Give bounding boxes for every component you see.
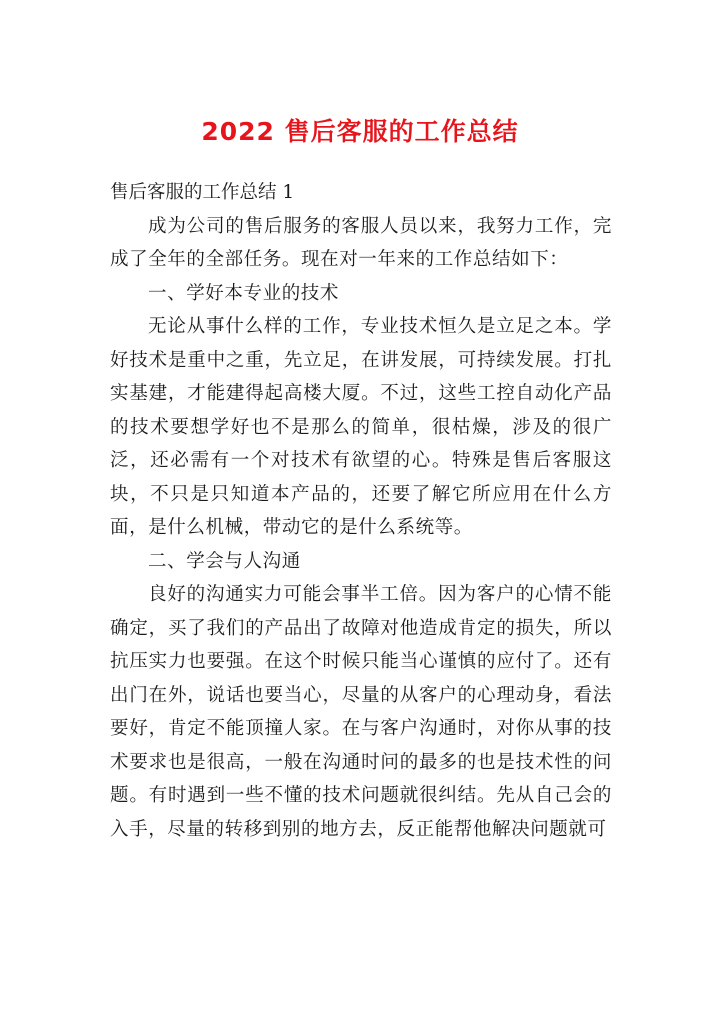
intro-paragraph: 成为公司的售后服务的客服人员以来，我努力工作，完成了全年的全部任务。现在对一年来的工作总结如下： [110, 215, 612, 270]
body-paragraph-1: 无论从事什么样的工作，专业技术恒久是立足之本。学好技术是重中之重，先立足，在讲发展，可持续发展。打扎实基建，才能建得起高楼大厦。不过，这些工控自动化产品的技术要想学好也不是那么的简单，很枯燥，涉及的很广泛，还必需有一个对技术有欲望的心。特殊是售后客服这块，不只是只知道本产品的，还要了解它所应用在什么方面，是什么机械，带动它的是什么系统等。 [110, 316, 612, 538]
section-subtitle: 售后客服的工作总结 1 [110, 182, 295, 203]
document-body [110, 176, 612, 846]
body-paragraph-2: 良好的沟通实力可能会事半工倍。因为客户的心情不能确定，买了我们的产品出了故障对他造成肯定的损失，所以抗压实力也要强。在这个时候只能当心谨慎的应付了。还有出门在外，说话也要当心，尽量的从客户的心理动身，看法要好，肯定不能顶撞人家。在与客户沟通时，对你从事的技术要求也是很高，一般在沟通时问的最多的也是技术性的问题。有时遇到一些不懂的技术问题就很纠结。先从自己会的入手，尽量的转移到别的地方去，反正能帮他解决问题就可 [110, 584, 612, 840]
section-heading-1: 一、学好本专业的技术 [148, 282, 340, 304]
section-heading-2: 二、学会与人沟通 [148, 550, 301, 572]
document-title: 2022 售后客服的工作总结 [201, 117, 519, 146]
